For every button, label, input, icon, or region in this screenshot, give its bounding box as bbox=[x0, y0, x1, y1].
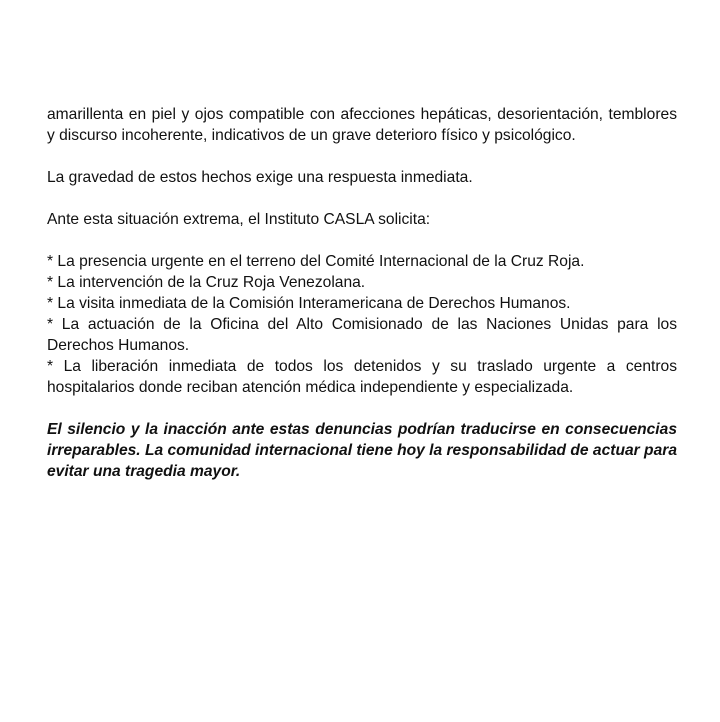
paragraph-urgency: La gravedad de estos hechos exige una respuesta inmediata. bbox=[47, 169, 473, 186]
spacer bbox=[47, 188, 677, 209]
paragraph-symptoms: amarillenta en piel y ojos compatible con afecciones hepáticas, desorientación, temblores y discurso incoherente, indicativos de un grave deterioro físico y psicológico. bbox=[47, 106, 677, 144]
closing-statement: El silencio y la inacción ante estas denuncias podrían traducirse en consecuencias irreparables. La comunidad internacional tiene hoy la responsabilidad de actuar para evitar una tragedia mayor. bbox=[47, 421, 678, 480]
spacer bbox=[47, 230, 677, 251]
request-item: * La intervención de la Cruz Roja Venezolana. bbox=[47, 274, 366, 291]
request-item: * La visita inmediata de la Comisión Interamericana de Derechos Humanos. bbox=[47, 295, 571, 312]
paragraph-request-intro: Ante esta situación extrema, el Instituto CASLA solicita: bbox=[47, 211, 431, 228]
request-item: * La presencia urgente en el terreno del Comité Internacional de la Cruz Roja. bbox=[47, 253, 585, 270]
document-body bbox=[47, 104, 677, 482]
request-item: * La actuación de la Oficina del Alto Comisionado de las Naciones Unidas para los Derechos Humanos. bbox=[47, 316, 677, 354]
spacer bbox=[47, 398, 677, 419]
spacer bbox=[47, 146, 677, 167]
request-list bbox=[47, 251, 677, 398]
request-item: * La liberación inmediata de todos los detenidos y su traslado urgente a centros hospitalarios donde reciban atención médica independiente y especializada. bbox=[47, 358, 677, 396]
